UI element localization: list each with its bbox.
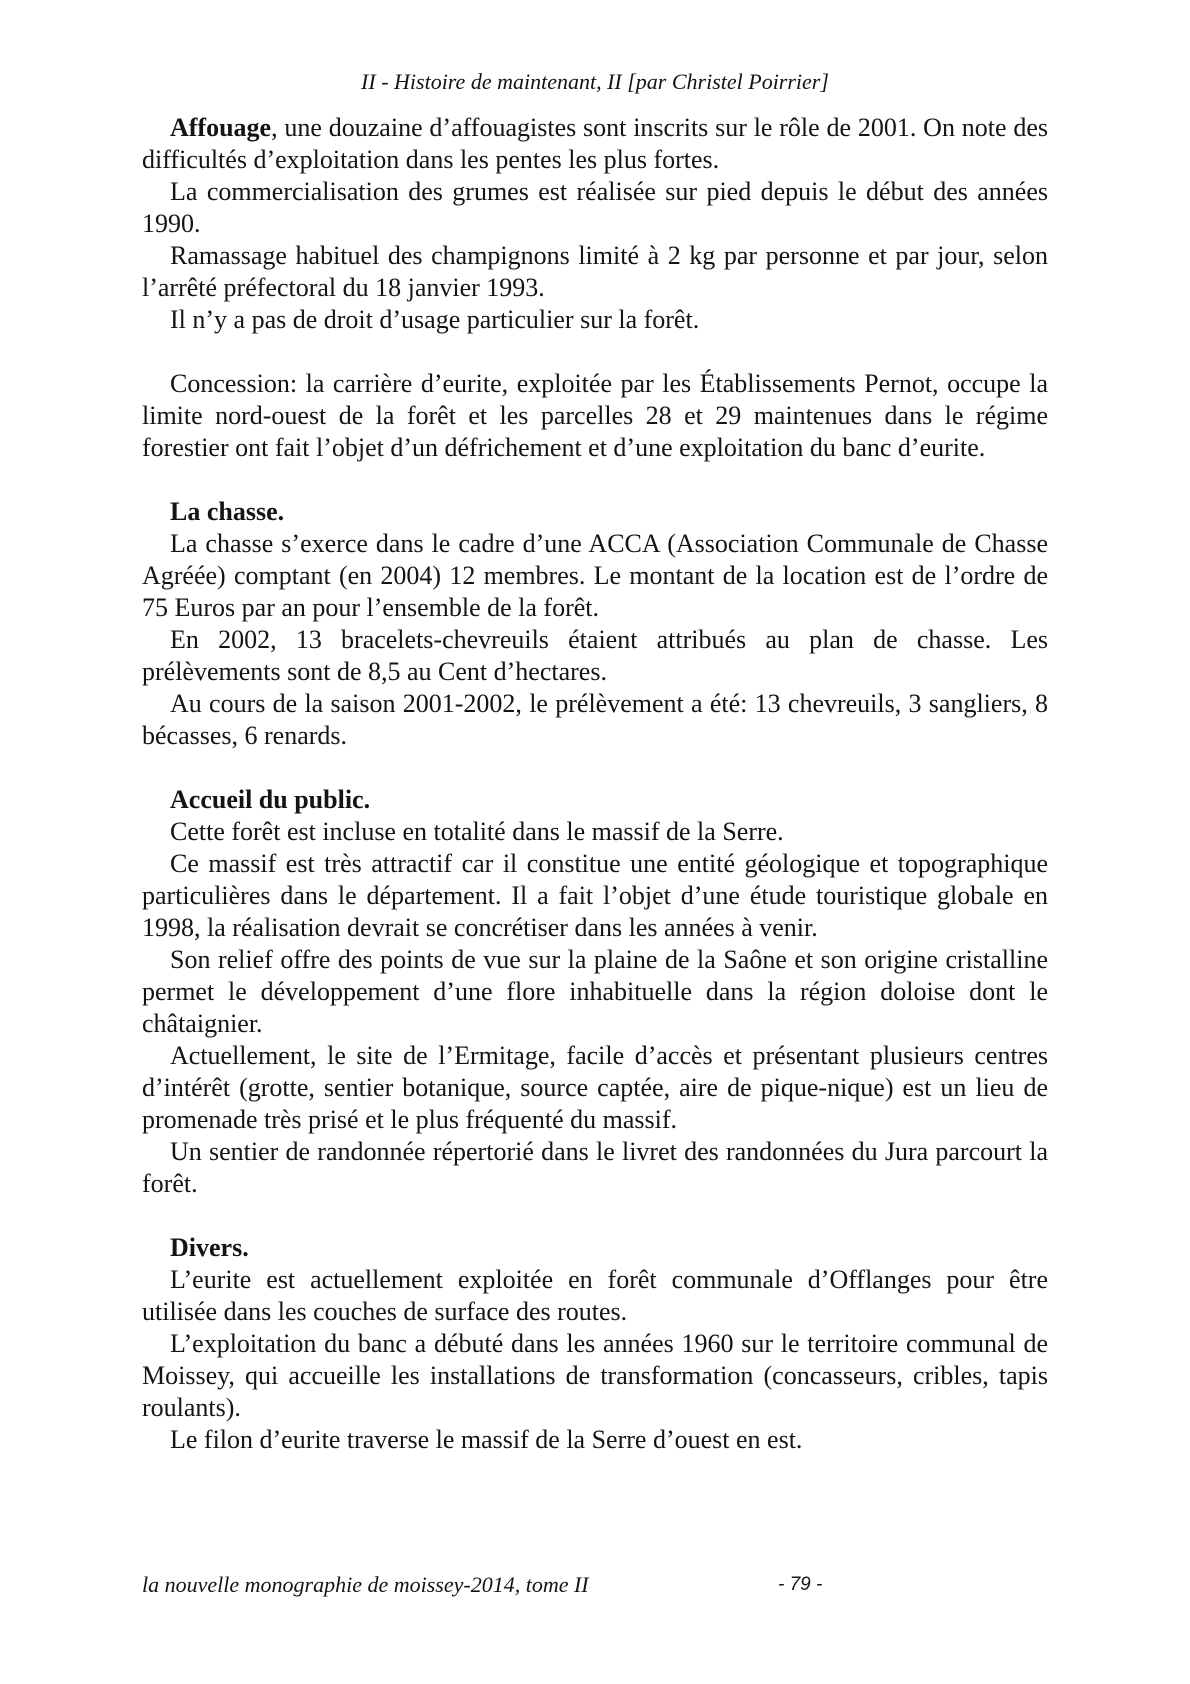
- accueil-paragraph: Actuellement, le site de l’Ermitage, facile d’accès et présentant plusieurs centres d’intérêt (grotte, sentier botanique, source captée, aire de pique-nique) est un lieu de promenade très prisé et le plus fréquenté du massif.: [142, 1041, 1048, 1134]
- accueil-paragraph: Cette forêt est incluse en totalité dans le massif de la Serre.: [170, 817, 784, 846]
- affouage-bold-lead: Affouage: [170, 113, 272, 142]
- chasse-paragraph: En 2002, 13 bracelets-chevreuils étaient attribués au plan de chasse. Les prélèvements sont de 8,5 au Cent d’hectares.: [142, 625, 1048, 686]
- page-number: - 79 -: [778, 1574, 823, 1595]
- champignons-paragraph: Ramassage habituel des champignons limité à 2 kg par personne et par jour, selon l’arrêté préfectoral du 18 janvier 1993.: [142, 241, 1048, 302]
- chasse-paragraph: Au cours de la saison 2001-2002, le prélèvement a été: 13 chevreuils, 3 sangliers, 8 bécasses, 6 renards.: [142, 689, 1048, 750]
- accueil-paragraph: Ce massif est très attractif car il constitue une entité géologique et topographique particulières dans le département. Il a fait l’objet d’une étude touristique globale en 1998, la réalisation devrait se concrétiser dans les années à venir.: [142, 849, 1048, 942]
- affouage-paragraph-text: , une douzaine d’affouagistes sont inscrits sur le rôle de 2001. On note des difficultés d’exploitation dans les pentes les plus fortes.: [142, 113, 1048, 174]
- section-heading-accueil: Accueil du public.: [170, 785, 371, 814]
- droit-usage-paragraph: Il n’y a pas de droit d’usage particulier sur la forêt.: [170, 305, 700, 334]
- section-heading-divers: Divers.: [170, 1233, 249, 1262]
- concession-paragraph: Concession: la carrière d’eurite, exploitée par les Établissements Pernot, occupe la limite nord-ouest de la forêt et les parcelles 28 et 29 maintenues dans le régime forestier ont fait l’objet d’un défrichement et d’une exploitation du banc d’eurite.: [142, 369, 1048, 462]
- accueil-paragraph: Son relief offre des points de vue sur la plaine de la Saône et son origine cristalline permet le développement d’une flore inhabituelle dans la région doloise dont le châtaignier.: [142, 945, 1048, 1038]
- running-header: II - Histoire de maintenant, II [par Christel Poirrier]: [361, 69, 829, 94]
- page-body: [142, 112, 1048, 1456]
- section-spacer: [142, 464, 1048, 496]
- accueil-paragraph: Un sentier de randonnée répertorié dans le livret des randonnées du Jura parcourt la forêt.: [142, 1137, 1048, 1198]
- section-spacer: [142, 1200, 1048, 1232]
- section-spacer: [142, 752, 1048, 784]
- footer-title: la nouvelle monographie de moissey-2014, tome II: [142, 1572, 589, 1597]
- chasse-paragraph: La chasse s’exerce dans le cadre d’une ACCA (Association Communale de Chasse Agréée) comptant (en 2004) 12 membres. Le montant de la location est de l’ordre de 75 Euros par an pour l’ensemble de la forêt.: [142, 529, 1048, 622]
- divers-paragraph: L’exploitation du banc a débuté dans les années 1960 sur le territoire communal de Moissey, qui accueille les installations de transformation (concasseurs, cribles, tapis roulants).: [142, 1329, 1048, 1422]
- section-heading-chasse: La chasse.: [170, 497, 285, 526]
- divers-paragraph: Le filon d’eurite traverse le massif de la Serre d’ouest en est.: [170, 1425, 803, 1454]
- section-spacer: [142, 336, 1048, 368]
- divers-paragraph: L’eurite est actuellement exploitée en forêt communale d’Offlanges pour être utilisée dans les couches de surface des routes.: [142, 1265, 1048, 1326]
- affouage-paragraph: [142, 112, 1048, 176]
- grumes-paragraph: La commercialisation des grumes est réalisée sur pied depuis le début des années 1990.: [142, 177, 1048, 238]
